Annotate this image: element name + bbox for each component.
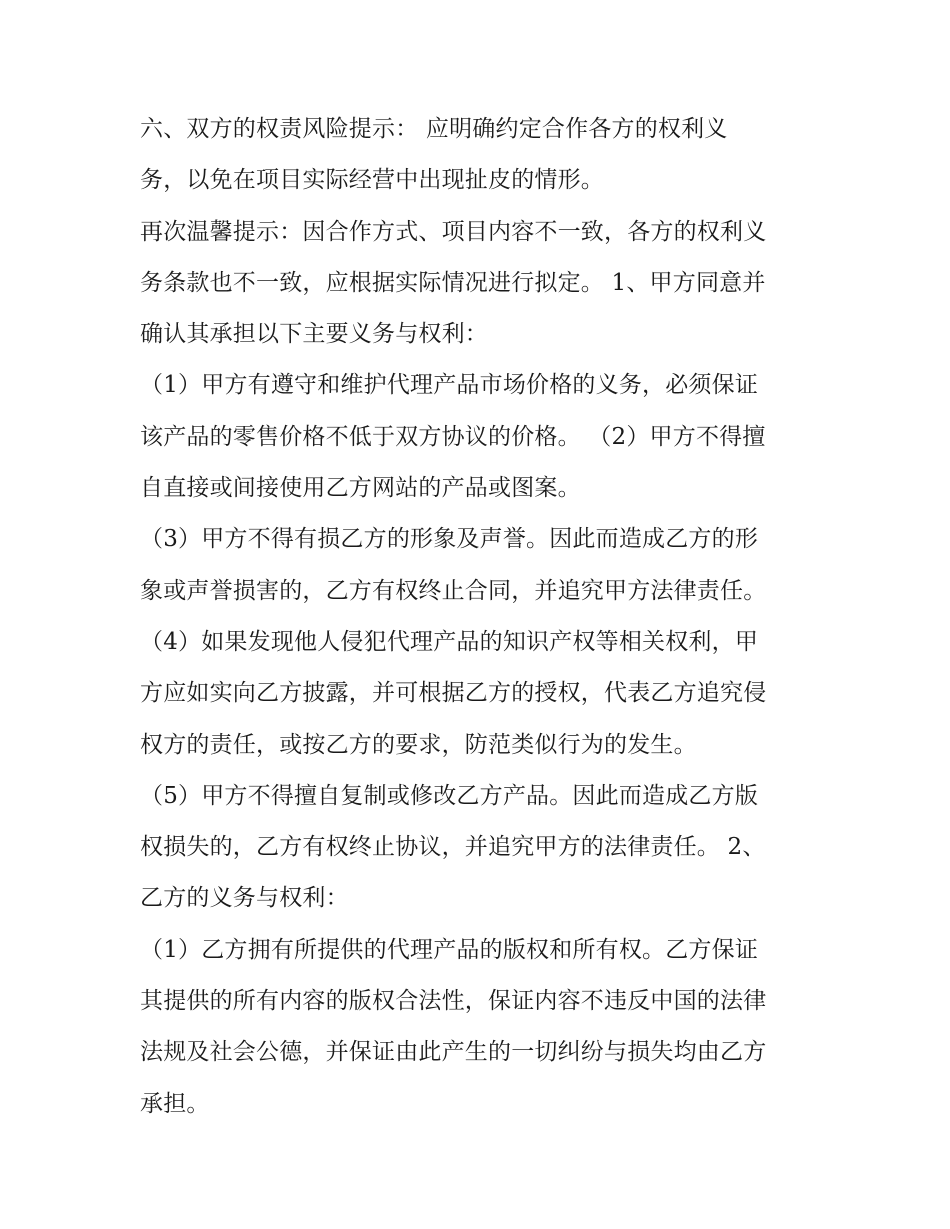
text-line: 乙方的义务与权利：	[140, 885, 349, 912]
text-line: 承担。	[140, 1090, 210, 1117]
document-body	[140, 104, 820, 1130]
text-line: 务，以免在项目实际经营中出现扯皮的情形。	[140, 167, 604, 194]
text-line: 法规及社会公德，并保证由此产生的一切纠纷与损失均由乙方	[140, 1039, 767, 1066]
text-line: 自直接或间接使用乙方网站的产品或图案。	[140, 475, 581, 502]
text-line: （4）如果发现他人侵犯代理产品的知识产权等相关权利，甲	[140, 628, 759, 655]
text-line: 确认其承担以下主要义务与权利：	[140, 321, 488, 348]
text-line: 六、双方的权责风险提示： 应明确约定合作各方的权利义	[140, 116, 728, 142]
text-line: 权方的责任，或按乙方的要求，防范类似行为的发生。	[140, 731, 697, 758]
text-line: 象或声誉损害的，乙方有权终止合同，并追究甲方法律责任。	[140, 577, 767, 604]
text-line: （1）甲方有遵守和维护代理产品市场价格的义务，必须保证	[140, 372, 759, 399]
text-line: （1）乙方拥有所提供的代理产品的版权和所有权。乙方保证	[140, 936, 759, 963]
text-line: （3）甲方不得有损乙方的形象及声誉。因此而造成乙方的形	[140, 526, 759, 553]
text-line: 方应如实向乙方披露，并可根据乙方的授权，代表乙方追究侵	[140, 680, 767, 707]
text-line: 权损失的，乙方有权终止协议，并追究甲方的法律责任。 2、	[140, 834, 766, 861]
text-line: 务条款也不一致，应根据实际情况进行拟定。 1、甲方同意并	[140, 269, 766, 296]
text-line: 其提供的所有内容的版权合法性，保证内容不违反中国的法律	[140, 988, 767, 1015]
text-line: 再次温馨提示：因合作方式、项目内容不一致，各方的权利义	[140, 218, 767, 245]
text-line: （5）甲方不得擅自复制或修改乙方产品。因此而造成乙方版	[140, 782, 759, 809]
text-line: 该产品的零售价格不低于双方协议的价格。 （2）甲方不得擅	[140, 423, 766, 450]
